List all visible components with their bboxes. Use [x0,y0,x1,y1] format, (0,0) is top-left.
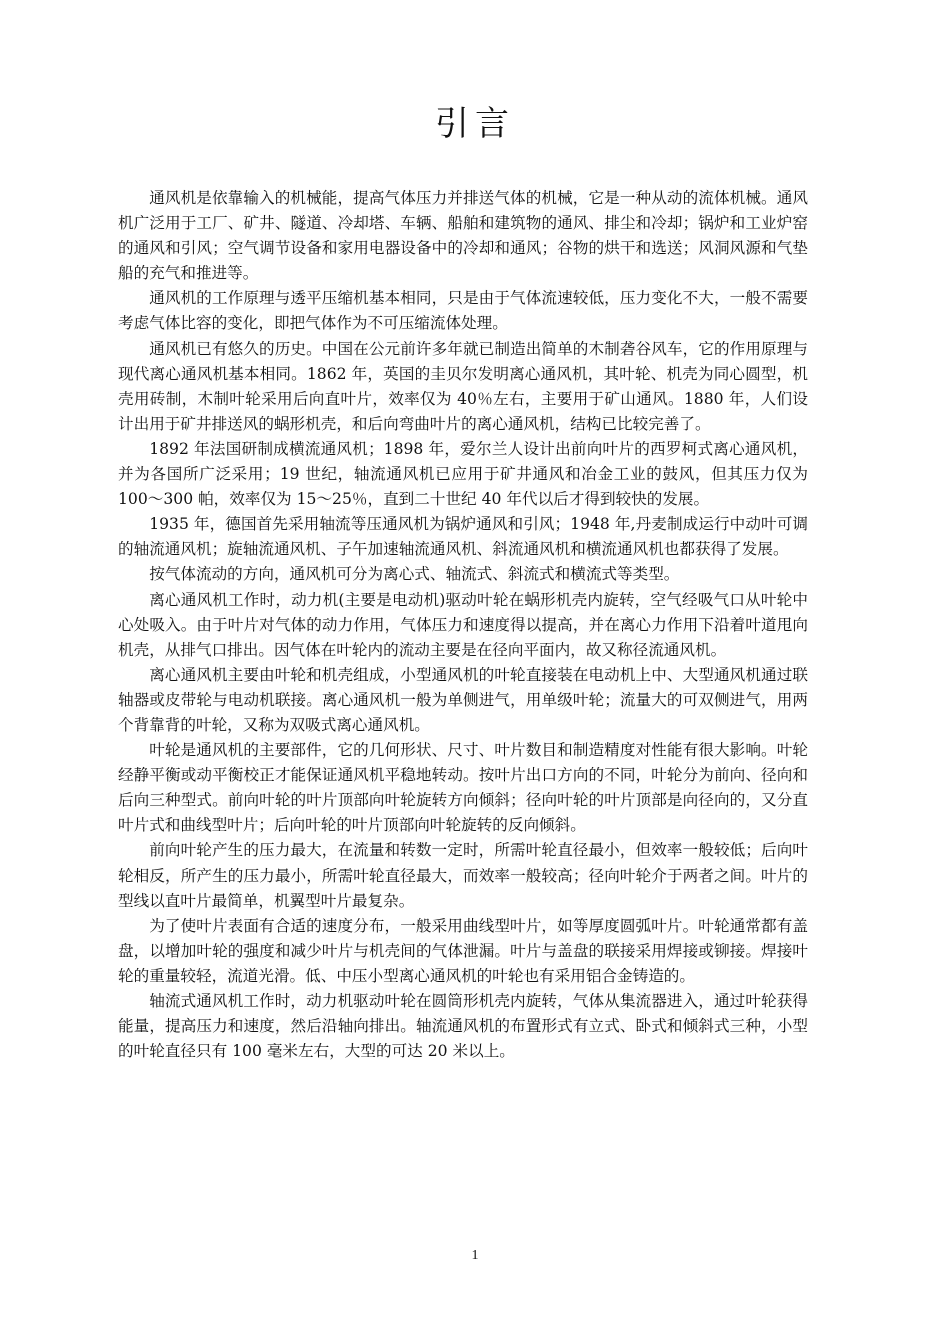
paragraph: 1935 年，德国首先采用轴流等压通风机为锅炉通风和引风；1948 年,丹麦制成运行中动叶可调的轴流通风机；旋轴流通风机、子午加速轴流通风机、斜流通风机和横流通风机也都获得了发展。 [118,515,808,559]
paragraph: 1892 年法国研制成横流通风机；1898 年，爱尔兰人设计出前向叶片的西罗柯式离心通风机，并为各国所广泛采用；19 世纪，轴流通风机已应用于矿井通风和冶金工业的鼓风，但其压力仅为 100～300 帕，效率仅为 15～25％，直到二十世纪 40 年代以后才得到较快的发展。 [118,439,808,509]
paragraph: 通风机的工作原理与透平压缩机基本相同，只是由于气体流速较低，压力变化不大，一般不需要考虑气体比容的变化，即把气体作为不可压缩流体处理。 [118,289,808,333]
document-body [118,186,808,1064]
paragraph: 叶轮是通风机的主要部件，它的几何形状、尺寸、叶片数目和制造精度对性能有很大影响。叶轮经静平衡或动平衡校正才能保证通风机平稳地转动。按叶片出口方向的不同，叶轮分为前向、径向和后向三种型式。前向叶轮的叶片顶部向叶轮旋转方向倾斜；径向叶轮的叶片顶部是向径向的，又分直叶片式和曲线型叶片；后向叶轮的叶片顶部向叶轮旋转的反向倾斜。 [118,741,808,835]
paragraph: 通风机是依靠输入的机械能，提高气体压力并排送气体的机械，它是一种从动的流体机械。通风机广泛用于工厂、矿井、隧道、冷却塔、车辆、船舶和建筑物的通风、排尘和冷却；锅炉和工业炉窑的通风和引风；空气调节设备和家用电器设备中的冷却和通风；谷物的烘干和选送；风洞风源和气垫船的充气和推进等。 [118,189,808,283]
paragraph: 轴流式通风机工作时，动力机驱动叶轮在圆筒形机壳内旋转，气体从集流器进入，通过叶轮获得能量，提高压力和速度，然后沿轴向排出。轴流通风机的布置形式有立式、卧式和倾斜式三种，小型的叶轮直径只有 100 毫米左右，大型的可达 20 米以上。 [118,992,808,1061]
paragraph: 前向叶轮产生的压力最大，在流量和转数一定时，所需叶轮直径最小，但效率一般较低；后向叶轮相反，所产生的压力最小，所需叶轮直径最大，而效率一般较高；径向叶轮介于两者之间。叶片的型线以直叶片最简单，机翼型叶片最复杂。 [118,841,808,910]
page-number: 1 [471,1248,479,1263]
paragraph: 通风机已有悠久的历史。中国在公元前许多年就已制造出简单的木制砻谷风车，它的作用原理与现代离心通风机基本相同。1862 年，英国的圭贝尔发明离心通风机，其叶轮、机壳为同心圆型，机壳用砖制，木制叶轮采用后向直叶片，效率仅为 40％左右，主要用于矿山通风。1880 年，人们设计出用于矿井排送风的蜗形机壳，和后向弯曲叶片的离心通风机，结构已比较完善了。 [118,339,808,433]
paragraph: 离心通风机主要由叶轮和机壳组成，小型通风机的叶轮直接装在电动机上中、大型通风机通过联轴器或皮带轮与电动机联接。离心通风机一般为单侧进气，用单级叶轮；流量大的可双侧进气，用两个背靠背的叶轮，又称为双吸式离心通风机。 [118,665,808,734]
paragraph: 按气体流动的方向，通风机可分为离心式、轴流式、斜流式和横流式等类型。 [149,565,680,584]
page-title: 引言 [435,104,515,144]
paragraph: 离心通风机工作时，动力机(主要是电动机)驱动叶轮在蜗形机壳内旋转，空气经吸气口从叶轮中心处吸入。由于叶片对气体的动力作用，气体压力和速度得以提高，并在离心力作用下沿着叶道甩向机壳，从排气口排出。因气体在叶轮内的流动主要是在径向平面内，故又称径流通风机。 [118,590,808,659]
paragraph: 为了使叶片表面有合适的速度分布，一般采用曲线型叶片，如等厚度圆弧叶片。叶轮通常都有盖盘，以增加叶轮的强度和减少叶片与机壳间的气体泄漏。叶片与盖盘的联接采用焊接或铆接。焊接叶轮的重量较轻，流道光滑。低、中压小型离心通风机的叶轮也有采用铝合金铸造的。 [118,916,808,985]
